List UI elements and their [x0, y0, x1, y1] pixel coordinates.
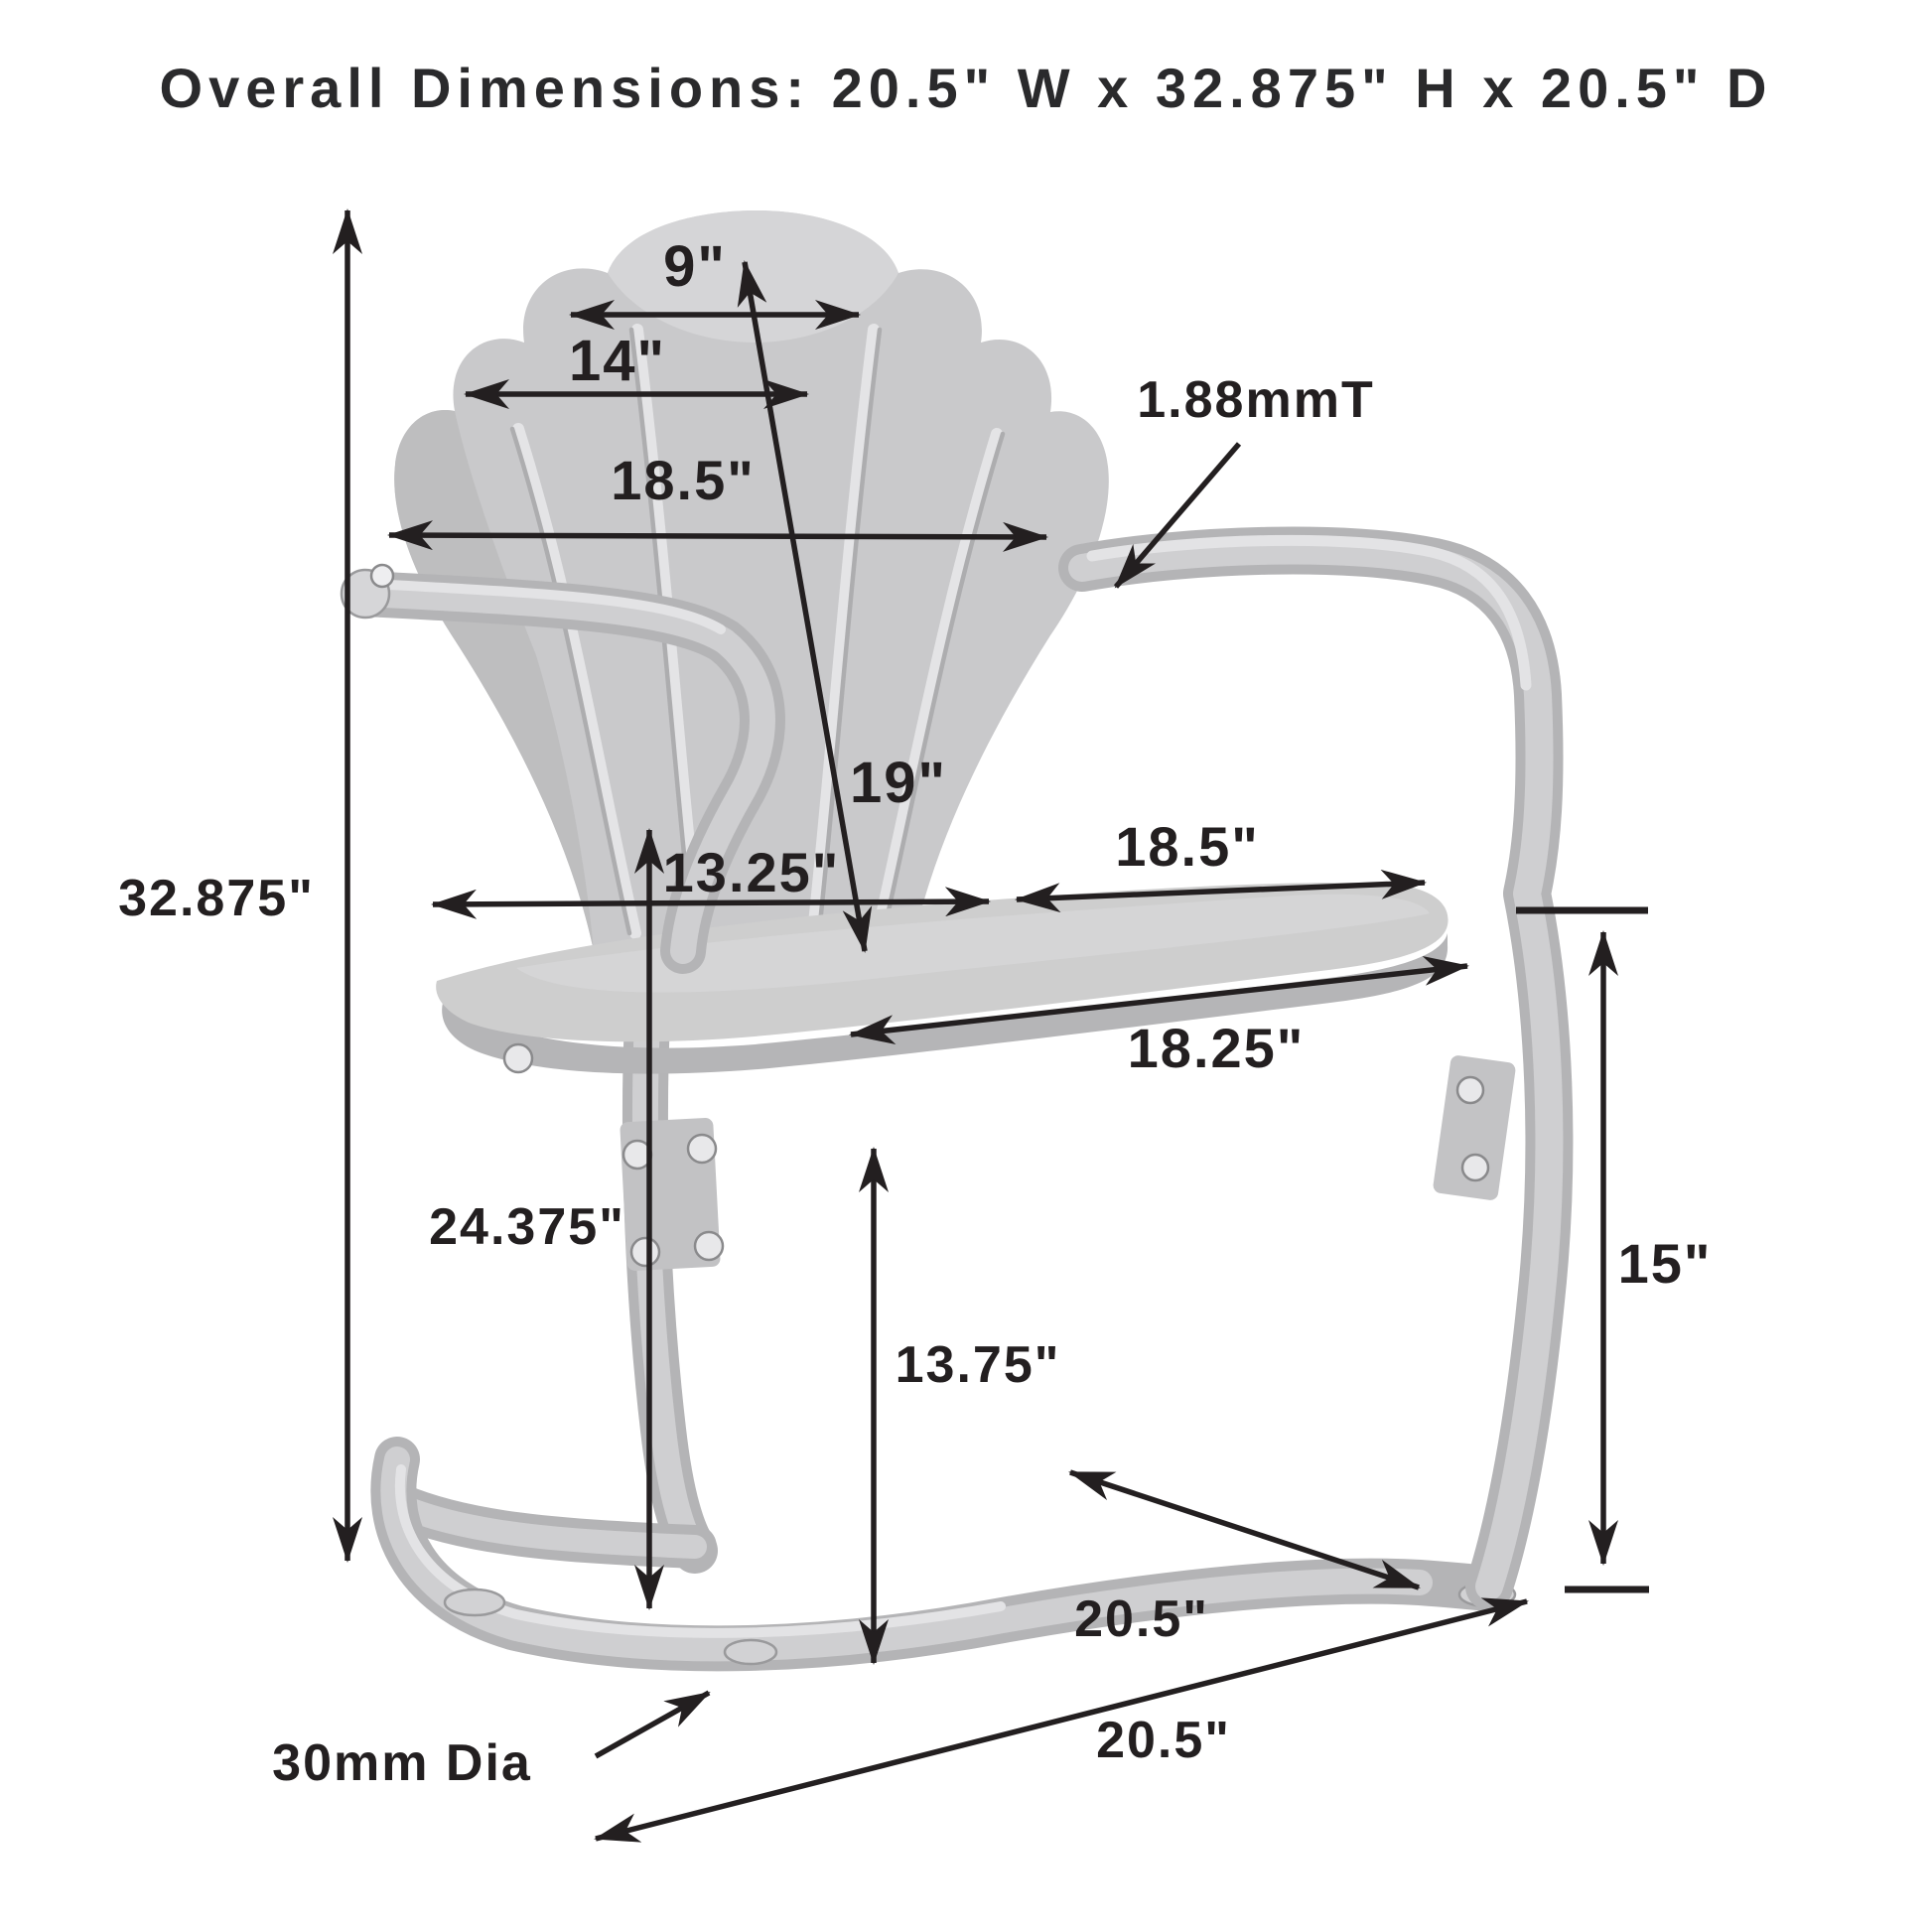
label-seat-depth: 18.25" [1127, 1017, 1306, 1079]
label-seat-front-width: 13.25" [662, 841, 841, 903]
page-title: Overall Dimensions: 20.5" W x 32.875" H x 20.5" D [159, 57, 1773, 119]
label-seat-height: 13.75" [895, 1336, 1061, 1394]
label-base-width: 20.5" [1096, 1712, 1231, 1769]
bolt [695, 1232, 723, 1260]
label-overall-height: 32.875" [118, 870, 315, 927]
label-back-mid-width: 14" [568, 329, 667, 393]
foot-glide-rear-left [445, 1589, 504, 1615]
bolt [631, 1238, 659, 1266]
bolt [504, 1044, 532, 1072]
label-leg-height: 15" [1617, 1232, 1713, 1295]
label-back-top-width: 9" [663, 234, 727, 299]
label-seat-width: 18.5" [1115, 815, 1260, 878]
label-tube-diameter: 30mm Dia [272, 1734, 532, 1792]
bolt [688, 1135, 716, 1163]
bolt [371, 565, 393, 587]
label-tube-thickness: 1.88mmT [1137, 371, 1375, 429]
label-arm-height: 24.375" [429, 1198, 625, 1256]
chair-rear-strut [645, 1021, 695, 1551]
bolt [1462, 1155, 1488, 1180]
dim-line-back-width [389, 535, 1046, 537]
foot-glide-front-center [725, 1640, 776, 1664]
label-back-width: 18.5" [611, 449, 756, 511]
label-base-depth: 20.5" [1074, 1590, 1209, 1648]
bolt [1457, 1077, 1483, 1103]
leader-tube-diameter [596, 1693, 709, 1756]
label-back-diagonal: 19" [849, 751, 948, 815]
